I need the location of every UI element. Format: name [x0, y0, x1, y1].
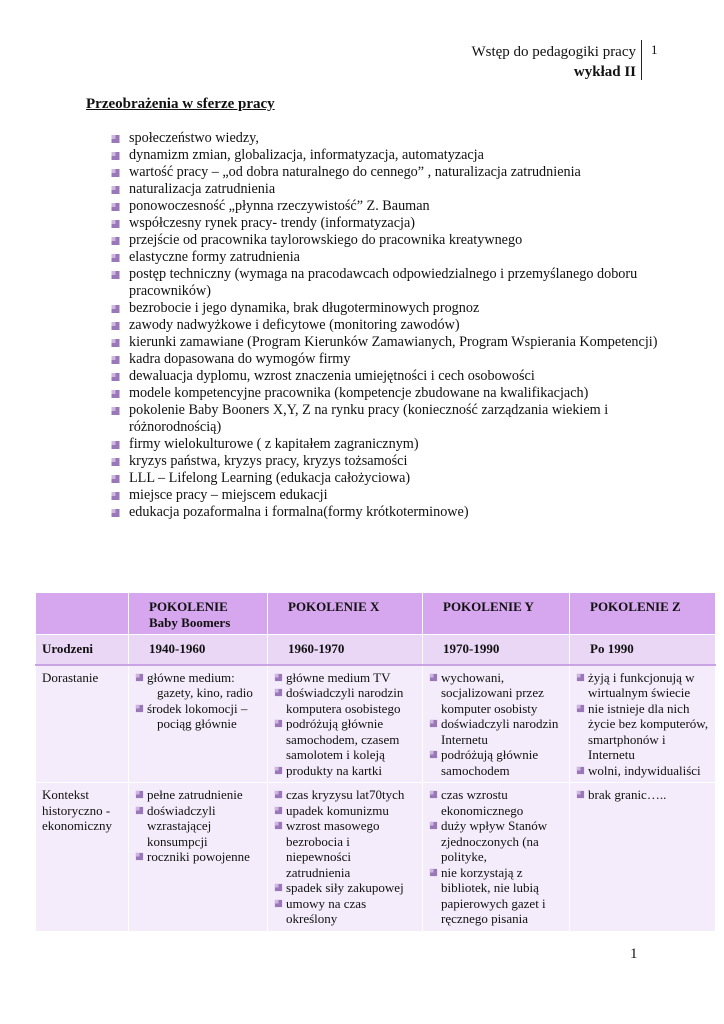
cell-list — [576, 787, 709, 803]
generations-table — [35, 592, 716, 932]
table-header-cell — [36, 593, 129, 635]
bullet-text: elastyczne formy zatrudnienia — [129, 249, 300, 265]
cell-item — [135, 849, 261, 865]
square-bullet-icon — [110, 219, 121, 229]
page-number: 1 — [630, 946, 638, 962]
bullet-item — [110, 232, 670, 249]
square-bullet-icon — [110, 321, 121, 331]
square-bullet-icon — [274, 719, 283, 728]
born-years-cell: 1970-1990 — [423, 635, 570, 665]
bullet-text: zawody nadwyżkowe i deficytowe (monitoring zawodów) — [129, 317, 460, 333]
cell-item-text: pociąg głównie — [157, 716, 237, 731]
cell-item-text: umowy na czas określony — [286, 895, 367, 926]
bullet-item — [110, 504, 670, 521]
bullet-text: miejsce pracy – miejscem edukacji — [129, 487, 328, 503]
cell-item-text: żyją i funkcjonują w wirtualnym świecie — [588, 669, 695, 700]
bullet-item — [110, 334, 670, 351]
header-line: POKOLENIE Y — [443, 599, 534, 614]
bullet-item — [110, 436, 670, 453]
cell-item-text: pełne zatrudnienie — [147, 787, 243, 802]
table-cell — [570, 665, 716, 783]
cell-item — [135, 685, 261, 701]
square-bullet-icon — [110, 508, 121, 518]
bullet-item — [110, 368, 670, 385]
cell-item-text: wolni, indywidualiści — [588, 762, 701, 778]
table-header-cell — [129, 593, 268, 635]
table-row-born — [36, 635, 716, 665]
cell-item-text: środek lokomocji – — [147, 700, 248, 716]
table-cell — [423, 783, 570, 932]
row-label: Urodzeni — [36, 635, 129, 665]
cell-list — [576, 670, 709, 779]
bullet-item — [110, 470, 670, 487]
bullet-item — [110, 147, 670, 164]
square-bullet-icon — [135, 790, 144, 799]
table-header-cell — [423, 593, 570, 635]
born-years-cell: Po 1990 — [570, 635, 716, 665]
cell-item — [274, 803, 416, 819]
header-page-number: 1 — [651, 42, 658, 57]
square-bullet-icon — [274, 688, 283, 697]
bullet-text: ponowoczesność „płynna rzeczywistość” Z. Bauman — [129, 198, 430, 214]
cell-item — [429, 865, 563, 927]
cell-item-text: spadek siły zakupowej — [286, 880, 404, 895]
bullet-item — [110, 453, 670, 470]
row-label: Kontekst historyczno - ekonomiczny — [36, 783, 129, 932]
square-bullet-icon — [110, 185, 121, 195]
square-bullet-icon — [274, 790, 283, 799]
table-cell — [268, 783, 423, 932]
bullet-text: kadra dopasowana do wymogów firmy — [129, 351, 351, 367]
row-label: Dorastanie — [36, 665, 129, 783]
bullet-item — [110, 130, 670, 147]
bullet-text: przejście od pracownika taylorowskiego do pracownika kreatywnego — [129, 232, 523, 248]
square-bullet-icon — [110, 304, 121, 314]
square-bullet-icon — [429, 821, 438, 830]
cell-item — [429, 747, 563, 778]
square-bullet-icon — [274, 766, 283, 775]
square-bullet-icon — [576, 766, 585, 775]
square-bullet-icon — [110, 440, 121, 450]
bullet-text: dynamizm zmian, globalizacja, informatyzacja, automatyzacja — [129, 147, 484, 163]
bullet-text: kryzys państwa, kryzys pracy, kryzys tożsamości — [129, 453, 408, 469]
cell-item — [274, 818, 416, 880]
square-bullet-icon — [110, 134, 121, 144]
bullet-item — [110, 402, 670, 436]
cell-item-text: nie istnieje dla nich życie bez komputerów, smartphonów i Internetu — [588, 700, 709, 762]
cell-item — [135, 787, 261, 803]
cell-item — [576, 787, 709, 803]
cell-item — [135, 716, 261, 732]
cell-item — [576, 763, 709, 779]
square-bullet-icon — [110, 202, 121, 212]
cell-item — [274, 880, 416, 896]
bullet-item — [110, 487, 670, 504]
square-bullet-icon — [429, 673, 438, 682]
cell-item-text: doświadczyli narodzin Internetu — [441, 716, 559, 747]
square-bullet-icon — [274, 899, 283, 908]
square-bullet-icon — [110, 236, 121, 246]
bullet-item — [110, 198, 670, 215]
bullet-text: społeczeństwo wiedzy, — [129, 130, 259, 146]
cell-item-text: podróżują głównie samochodem — [441, 747, 539, 778]
bullet-item — [110, 249, 670, 266]
table-header-cell — [268, 593, 423, 635]
cell-item — [429, 787, 563, 818]
table-cell — [570, 783, 716, 932]
square-bullet-icon — [110, 457, 121, 467]
cell-item-text: upadek komunizmu — [286, 802, 389, 818]
cell-item — [274, 670, 416, 686]
cell-item-text: produkty na kartki — [286, 762, 383, 778]
bullet-text: pokolenie Baby Booners X,Y, Z na rynku pracy (konieczność zarządzania wiekiem i różnorodnością) — [129, 402, 609, 435]
cell-item-text: brak granic….. — [588, 787, 667, 802]
bullet-text: dewaluacja dyplomu, wzrost znaczenia umiejętności i cech osobowości — [129, 368, 535, 384]
square-bullet-icon — [110, 491, 121, 501]
cell-item-text: doświadczyli narodzin komputera osobistego — [286, 685, 404, 716]
square-bullet-icon — [135, 704, 144, 713]
square-bullet-icon — [110, 338, 121, 348]
cell-item — [274, 896, 416, 927]
bullet-list — [110, 130, 670, 521]
square-bullet-icon — [110, 474, 121, 484]
bullet-text: bezrobocie i jego dynamika, brak długoterminowych prognoz — [129, 300, 480, 316]
square-bullet-icon — [274, 673, 283, 682]
bullet-text: firmy wielokulturowe ( z kapitałem zagranicznym) — [129, 436, 419, 452]
cell-item — [274, 787, 416, 803]
cell-item — [274, 685, 416, 716]
cell-item — [135, 803, 261, 850]
born-years-cell: 1940-1960 — [129, 635, 268, 665]
cell-item-text: główne medium TV — [286, 669, 391, 685]
cell-item — [135, 670, 261, 686]
cell-list — [274, 670, 416, 779]
cell-item-text: wychowani, socjalizowani przez komputer osobisty — [441, 669, 544, 716]
table-row-growing-up — [36, 665, 716, 783]
table-header-cell — [570, 593, 716, 635]
square-bullet-icon — [110, 168, 121, 178]
square-bullet-icon — [110, 253, 121, 263]
cell-item — [135, 701, 261, 717]
cell-item-text: podróżują głównie samochodem, czasem samolotem i koleją — [286, 716, 400, 762]
cell-item-text: gazety, kino, radio — [157, 685, 253, 700]
born-years-cell: 1960-1970 — [268, 635, 423, 665]
table-cell — [423, 665, 570, 783]
cell-item — [429, 670, 563, 717]
cell-list — [429, 670, 563, 779]
square-bullet-icon — [135, 806, 144, 815]
square-bullet-icon — [429, 868, 438, 877]
bullet-text: współczesny rynek pracy- trendy (informatyzacja) — [129, 215, 415, 231]
bullet-item — [110, 266, 670, 300]
square-bullet-icon — [110, 270, 121, 280]
bullet-text: edukacja pozaformalna i formalna(formy krótkoterminowe) — [129, 504, 469, 520]
square-bullet-icon — [110, 389, 121, 399]
header-line: Baby Boomers — [149, 614, 231, 630]
bullet-item — [110, 317, 670, 334]
cell-item — [274, 716, 416, 763]
cell-list — [135, 787, 261, 865]
table-row-context — [36, 783, 716, 932]
square-bullet-icon — [274, 806, 283, 815]
square-bullet-icon — [110, 355, 121, 365]
cell-item — [274, 763, 416, 779]
square-bullet-icon — [429, 719, 438, 728]
bullet-item — [110, 181, 670, 198]
bullet-text: LLL – Lifelong Learning (edukacja całożyciowa) — [129, 470, 411, 486]
table-cell — [268, 665, 423, 783]
square-bullet-icon — [274, 883, 283, 892]
bullet-text: modele kompetencyjne pracownika (kompetencje zbudowane na kwalifikacjach) — [129, 385, 589, 401]
square-bullet-icon — [135, 852, 144, 861]
square-bullet-icon — [429, 750, 438, 759]
cell-item-text: główne medium: — [147, 669, 235, 685]
cell-item-text: wzrost masowego bezrobocia i niepewności zatrudnienia — [286, 818, 380, 880]
square-bullet-icon — [429, 790, 438, 799]
lecture-subtitle: wykład II — [573, 64, 636, 80]
cell-list — [135, 670, 261, 732]
cell-item — [576, 701, 709, 763]
cell-item-text: duży wpływ Stanów zjednoczonych (na polityke, — [441, 818, 548, 864]
cell-item-text: czas wzrostu ekonomicznego — [441, 787, 524, 818]
bullet-item — [110, 351, 670, 368]
square-bullet-icon — [576, 790, 585, 799]
square-bullet-icon — [274, 821, 283, 830]
bullet-text: wartość pracy – „od dobra naturalnego do cennego” , naturalizacja zatrudnienia — [129, 164, 581, 180]
bullet-text: naturalizacja zatrudnienia — [129, 181, 276, 197]
bullet-item — [110, 385, 670, 402]
square-bullet-icon — [110, 406, 121, 416]
cell-list — [429, 787, 563, 927]
bullet-text: postęp techniczny (wymaga na pracodawcach odpowiedzialnego i przemyślanego doboru pracowników) — [129, 266, 638, 299]
square-bullet-icon — [135, 673, 144, 682]
header-line: POKOLENIE Z — [590, 599, 681, 614]
header-divider — [641, 40, 642, 80]
square-bullet-icon — [576, 673, 585, 682]
cell-item-text: nie korzystają z bibliotek, nie lubią papierowych gazet i ręcznego pisania — [441, 864, 546, 926]
table-cell — [129, 665, 268, 783]
cell-item-text: doświadczyli wzrastającej konsumpcji — [147, 802, 216, 849]
table-cell — [129, 783, 268, 932]
course-title: Wstęp do pedagogiki pracy — [471, 44, 636, 60]
square-bullet-icon — [576, 704, 585, 713]
bullet-text: kierunki zamawiane (Program Kierunków Zamawianych, Program Wspierania Kompetencji) — [129, 334, 658, 350]
section-title: Przeobrażenia w sferze pracy — [86, 96, 275, 112]
cell-item-text: roczniki powojenne — [147, 849, 250, 864]
square-bullet-icon — [110, 151, 121, 161]
document-header — [471, 42, 636, 82]
bullet-item — [110, 300, 670, 317]
cell-item-text: czas kryzysu lat70tych — [286, 787, 405, 802]
cell-list — [274, 787, 416, 927]
header-line: POKOLENIE X — [288, 599, 380, 614]
cell-item — [576, 670, 709, 701]
header-line: POKOLENIE — [149, 599, 228, 614]
table-header-row — [36, 593, 716, 635]
bullet-item — [110, 215, 670, 232]
cell-item — [429, 716, 563, 747]
cell-item — [429, 818, 563, 865]
bullet-item — [110, 164, 670, 181]
square-bullet-icon — [110, 372, 121, 382]
